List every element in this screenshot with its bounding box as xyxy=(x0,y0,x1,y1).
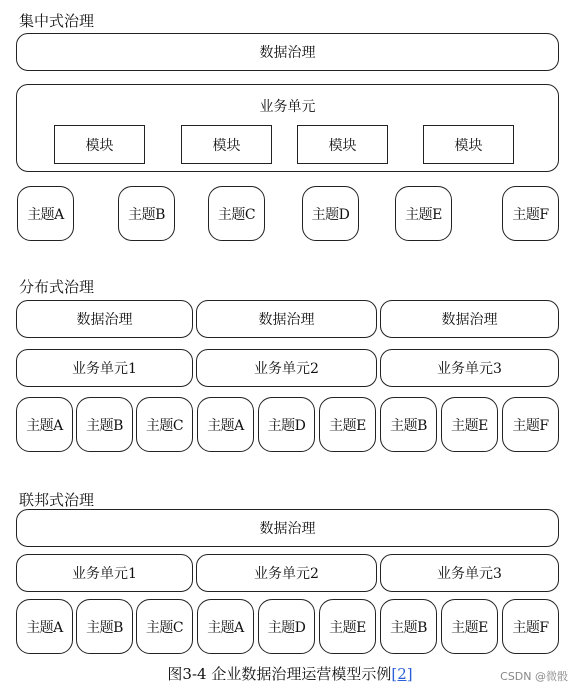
topic-box: 主题B xyxy=(76,397,133,452)
distributed-governance-box: 数据治理 xyxy=(196,300,377,338)
topic-box: 主题D xyxy=(258,397,315,452)
topic-box: 主题D xyxy=(302,186,359,241)
module-box: 模块 xyxy=(423,125,514,164)
topic-box: 主题E xyxy=(441,397,498,452)
watermark: CSDN @微骰 xyxy=(500,670,568,683)
module-box: 模块 xyxy=(297,125,388,164)
distributed-business-unit-box: 业务单元1 xyxy=(16,349,193,387)
reference-link[interactable]: [2] xyxy=(391,665,413,683)
distributed-governance-box: 数据治理 xyxy=(16,300,193,338)
distributed-governance-box: 数据治理 xyxy=(380,300,559,338)
topic-box: 主题C xyxy=(136,397,193,452)
centralized-governance-box: 数据治理 xyxy=(16,33,559,71)
topic-box: 主题E xyxy=(395,186,452,241)
centralized-business-unit-label: 业务单元 xyxy=(259,99,316,115)
federated-business-unit-box: 业务单元1 xyxy=(16,554,193,592)
federated-governance-box: 数据治理 xyxy=(16,509,559,547)
topic-box: 主题F xyxy=(502,397,559,452)
topic-box: 主题A xyxy=(16,599,73,654)
topic-box: 主题A xyxy=(197,397,254,452)
topic-box: 主题F xyxy=(502,186,559,241)
figure-caption xyxy=(0,663,580,684)
topic-box: 主题F xyxy=(502,599,559,654)
topic-box: 主题E xyxy=(441,599,498,654)
federated-business-unit-box: 业务单元3 xyxy=(380,554,559,592)
topic-box: 主题B xyxy=(380,599,437,654)
topic-box: 主题E xyxy=(319,397,376,452)
section-title-federated: 联邦式治理 xyxy=(19,491,95,509)
topic-box: 主题E xyxy=(319,599,376,654)
topic-box: 主题C xyxy=(208,186,265,241)
distributed-business-unit-box: 业务单元3 xyxy=(380,349,559,387)
module-box: 模块 xyxy=(54,125,145,164)
topic-box: 主题B xyxy=(76,599,133,654)
distributed-business-unit-box: 业务单元2 xyxy=(196,349,377,387)
topic-box: 主题A xyxy=(16,397,73,452)
topic-box: 主题D xyxy=(258,599,315,654)
topic-box: 主题B xyxy=(380,397,437,452)
section-title-centralized: 集中式治理 xyxy=(19,12,95,30)
topic-box: 主题A xyxy=(17,186,74,241)
caption-text: 图3-4 企业数据治理运营模型示例 xyxy=(167,665,392,683)
topic-box: 主题B xyxy=(118,186,175,241)
section-title-distributed: 分布式治理 xyxy=(19,278,95,296)
module-box: 模块 xyxy=(181,125,272,164)
federated-business-unit-box: 业务单元2 xyxy=(196,554,377,592)
topic-box: 主题C xyxy=(136,599,193,654)
topic-box: 主题A xyxy=(197,599,254,654)
